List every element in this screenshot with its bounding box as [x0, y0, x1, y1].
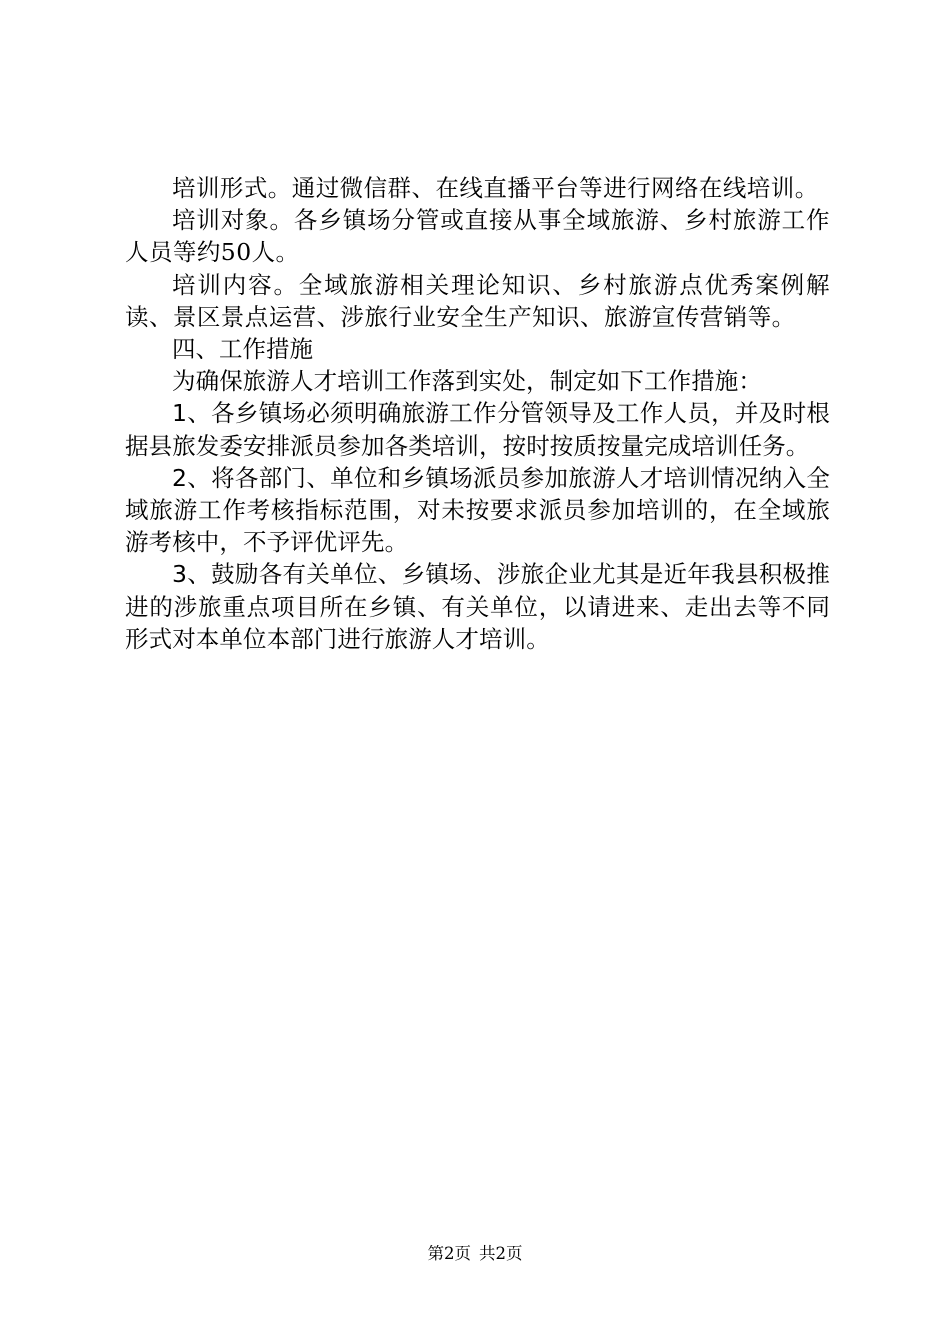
- document-body: [125, 172, 830, 655]
- paragraph-training-format: 培训形式。通过微信群、在线直播平台等进行网络在线培训。: [172, 174, 819, 202]
- page-footer: [0, 1244, 950, 1264]
- page-number-total: 共2页: [479, 1244, 523, 1263]
- page-number-current: 第2页: [427, 1244, 471, 1263]
- section-heading-work-measures: 四、工作措施: [172, 335, 313, 364]
- paragraph-measure-3: 3、鼓励各有关单位、乡镇场、涉旅企业尤其是近年我县积极推进的涉旅重点项目所在乡镇、有关单位，以请进来、走出去等不同形式对本单位本部门进行旅游人才培训。: [125, 560, 830, 653]
- paragraph-measures-intro: 为确保旅游人才培训工作落到实处，制定如下工作措施：: [172, 367, 762, 396]
- paragraph-training-content: 培训内容。全域旅游相关理论知识、乡村旅游点优秀案例解读、景区景点运营、涉旅行业安全生产知识、旅游宣传营销等。: [125, 270, 830, 331]
- paragraph-measure-2: 2、将各部门、单位和乡镇场派员参加旅游人才培训情况纳入全域旅游工作考核指标范围，对未按要求派员参加培训的，在全域旅游考核中，不予评优评先。: [125, 463, 830, 557]
- paragraph-training-target: 培训对象。各乡镇场分管或直接从事全域旅游、乡村旅游工作人员等约50人。: [125, 206, 830, 267]
- paragraph-measure-1: 1、各乡镇场必须明确旅游工作分管领导及工作人员，并及时根据县旅发委安排派员参加各类培训，按时按质按量完成培训任务。: [125, 399, 830, 460]
